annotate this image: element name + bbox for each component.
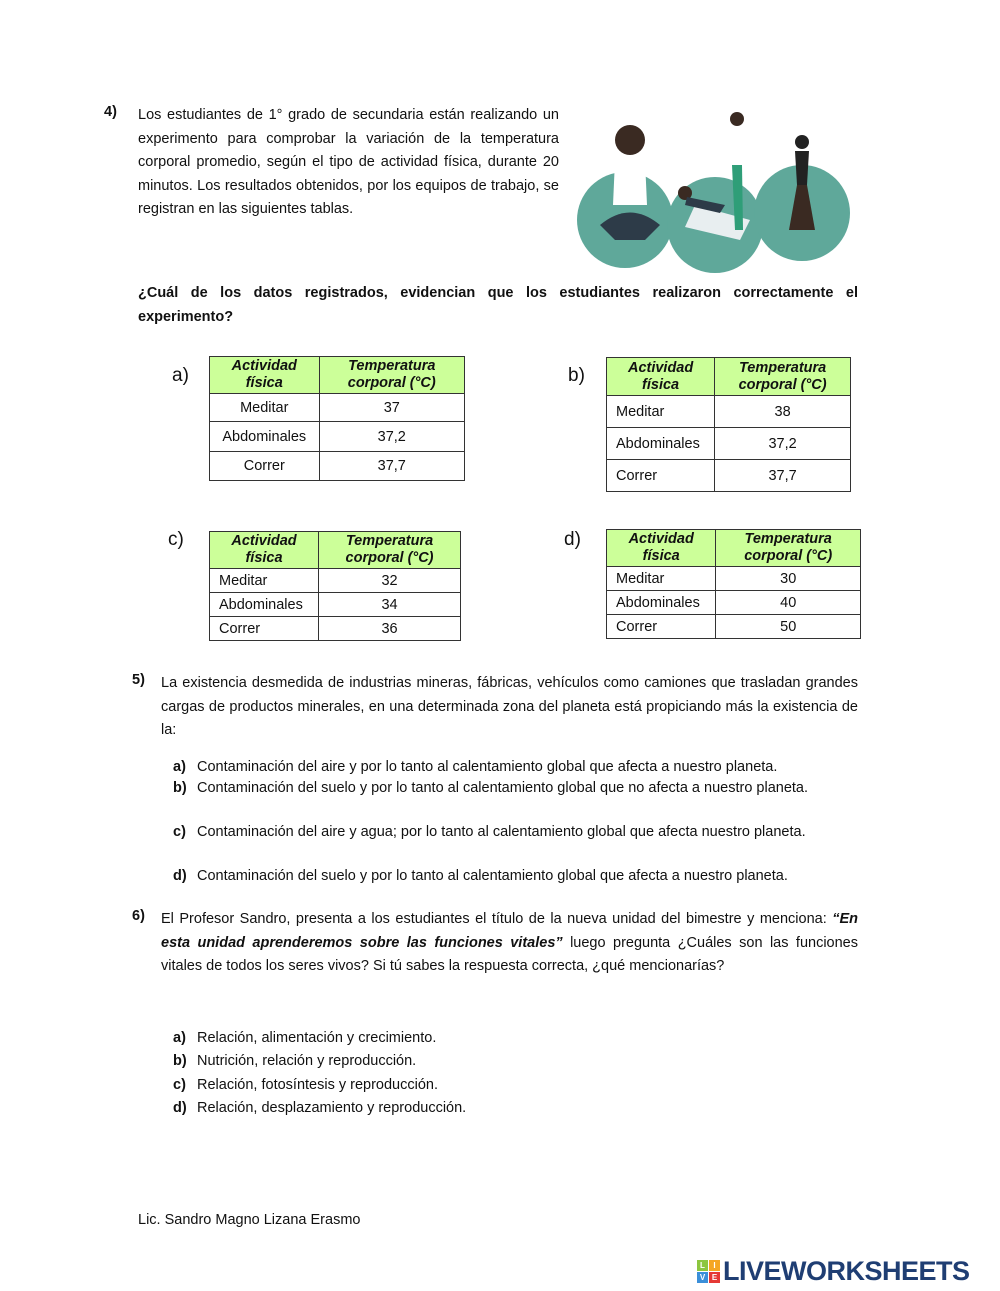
option-letter: b)	[173, 1053, 187, 1069]
header-temperature: Temperatura corporal (°C)	[715, 358, 851, 396]
cell: 30	[716, 567, 861, 591]
q6-option-a[interactable]	[173, 1027, 858, 1049]
header-temperature: Temperatura corporal (°C)	[319, 357, 464, 394]
option-letter: c)	[173, 824, 186, 840]
cell: 34	[319, 593, 461, 617]
footer-author: Lic. Sandro Magno Lizana Erasmo	[138, 1212, 361, 1228]
question-6-text	[161, 908, 858, 979]
question-5-number: 5)	[132, 672, 145, 688]
question-4-number: 4)	[104, 104, 117, 120]
cell: 40	[716, 591, 861, 615]
cell: 32	[319, 569, 461, 593]
exercise-illustration	[575, 105, 853, 273]
q6-option-c[interactable]	[173, 1074, 858, 1096]
header-activity: Actividad física	[210, 357, 320, 394]
table-option-a	[209, 356, 465, 481]
header-activity: Actividad física	[607, 530, 716, 567]
option-text: Contaminación del aire y agua; por lo tanto al calentamiento global que afecta nuestro planeta.	[197, 824, 806, 840]
cell: 36	[319, 617, 461, 641]
cell: 37,2	[715, 428, 851, 460]
table-option-d	[606, 529, 861, 639]
option-text: Nutrición, relación y reproducción.	[197, 1053, 417, 1069]
option-a-label: a)	[172, 365, 189, 386]
cell: 37,2	[319, 422, 464, 452]
cell: 37,7	[715, 460, 851, 492]
q6-option-b[interactable]	[173, 1050, 858, 1072]
header-temperature: Temperatura corporal (°C)	[319, 532, 461, 569]
option-letter: a)	[173, 1030, 186, 1046]
cell: Meditar	[607, 567, 716, 591]
cell: Meditar	[607, 396, 715, 428]
option-letter: d)	[173, 1100, 187, 1116]
cell: Meditar	[210, 394, 320, 422]
option-d-label: d)	[564, 529, 581, 550]
option-letter: d)	[173, 868, 187, 884]
cell: Meditar	[210, 569, 319, 593]
option-letter: b)	[173, 780, 187, 796]
option-text: Contaminación del suelo y por lo tanto al calentamiento global que no afecta a nuestro planeta.	[197, 780, 809, 796]
question-5-text: La existencia desmedida de industrias mineras, fábricas, vehículos como camiones que trasladan grandes cargas de productos minerales, en una determinada zona del planeta está propiciando más la existencia de la:	[161, 675, 858, 738]
header-temperature: Temperatura corporal (°C)	[716, 530, 861, 567]
q5-option-a[interactable]	[173, 756, 858, 778]
option-text: Contaminación del aire y por lo tanto al calentamiento global que afecta a nuestro planeta.	[197, 759, 778, 775]
option-text: Relación, desplazamiento y reproducción.	[197, 1100, 467, 1116]
cell: Correr	[210, 452, 320, 481]
cell: Abdominales	[210, 422, 320, 452]
header-activity: Actividad física	[210, 532, 319, 569]
logo-letter: V	[697, 1272, 708, 1283]
table-option-b	[606, 357, 851, 492]
header-activity: Actividad física	[607, 358, 715, 396]
question-4-prompt: ¿Cuál de los datos registrados, evidencian que los estudiantes realizaron correctamente el experimento?	[138, 285, 858, 325]
cell: 37,7	[319, 452, 464, 481]
option-text: Contaminación del suelo y por lo tanto al calentamiento global que afecta a nuestro planeta.	[197, 868, 788, 884]
question-6-number: 6)	[132, 908, 145, 924]
q6-quote: “En esta unidad aprenderemos sobre las funciones vitales”	[161, 911, 858, 951]
cell: Correr	[607, 460, 715, 492]
cell: 50	[716, 615, 861, 639]
option-b-label: b)	[568, 365, 585, 386]
q6-text-before: El Profesor Sandro, presenta a los estudiantes el título de la nueva unidad del bimestre y menciona:	[161, 911, 833, 927]
question-4-text: Los estudiantes de 1° grado de secundaria están realizando un experimento para comprobar la variación de la temperatura corporal promedio, según el tipo de actividad física, durante 20 minutos. Los resultados obtenidos, por los equipos de trabajo, se registran en las siguientes tablas.	[138, 107, 559, 217]
q6-text-after: luego pregunta ¿Cuáles son las funciones vitales de todos los seres vivos? Si tú sabes la respuesta correcta, ¿qué mencionarías?	[161, 934, 858, 974]
logo-text: LIVEWORKSHEETS	[723, 1256, 970, 1286]
option-letter: c)	[173, 1077, 186, 1093]
logo-letter: I	[709, 1260, 720, 1271]
cell: 37	[319, 394, 464, 422]
cell: Correr	[607, 615, 716, 639]
option-c-label: c)	[168, 529, 184, 550]
cell: 38	[715, 396, 851, 428]
cell: Abdominales	[607, 591, 716, 615]
option-text: Relación, alimentación y crecimiento.	[197, 1030, 437, 1046]
logo-letter: L	[697, 1260, 708, 1271]
q5-option-b[interactable]	[173, 777, 858, 799]
cell: Correr	[210, 617, 319, 641]
option-text: Relación, fotosíntesis y reproducción.	[197, 1077, 438, 1093]
q5-option-c[interactable]	[173, 821, 858, 843]
liveworksheets-logo	[697, 1256, 970, 1287]
q5-option-d[interactable]	[173, 865, 858, 887]
cell: Abdominales	[607, 428, 715, 460]
q6-option-d[interactable]	[173, 1097, 858, 1119]
option-letter: a)	[173, 759, 186, 775]
logo-icon	[697, 1260, 720, 1283]
table-option-c	[209, 531, 461, 641]
cell: Abdominales	[210, 593, 319, 617]
logo-letter: E	[709, 1272, 720, 1283]
